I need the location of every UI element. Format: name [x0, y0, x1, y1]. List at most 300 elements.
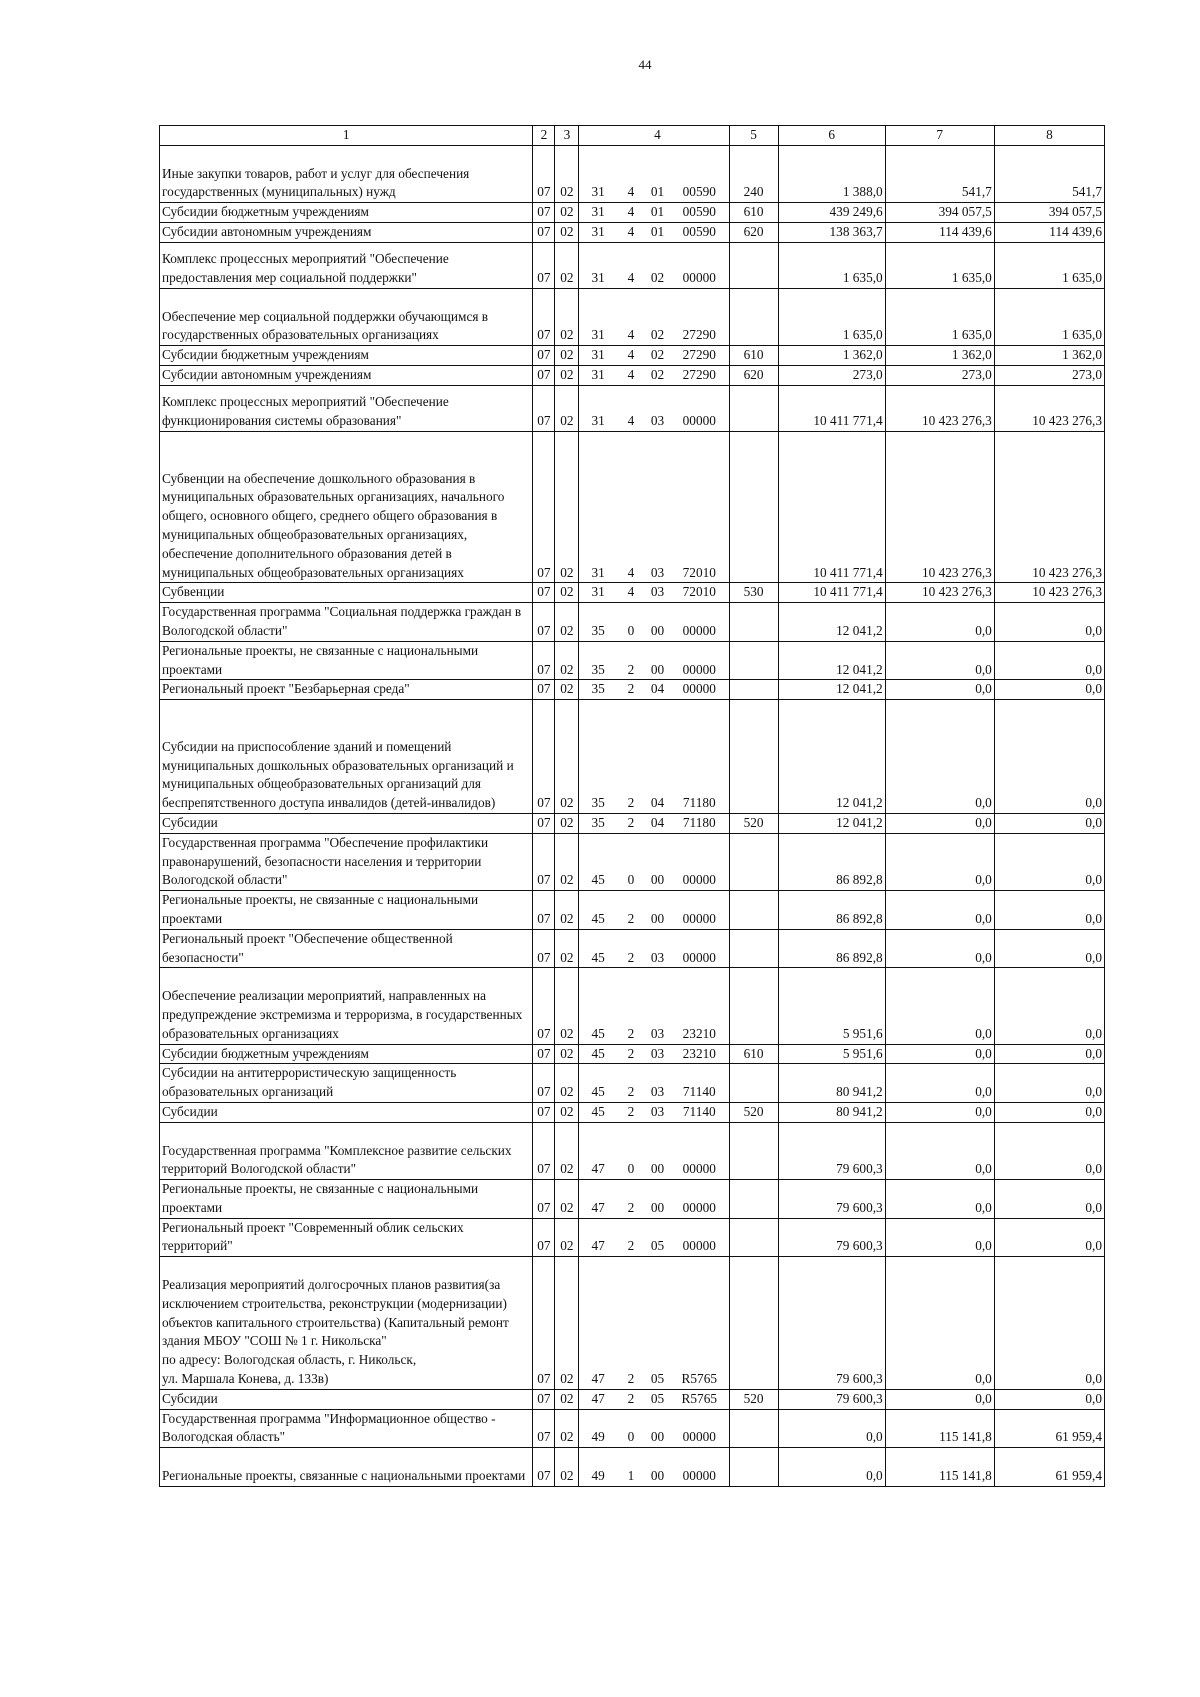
section-code: 07 [533, 583, 555, 603]
subprogram-code: 2 [617, 813, 645, 833]
direction-code: 27290 [670, 366, 729, 386]
subprogram-code: 2 [617, 641, 645, 680]
table-row [160, 641, 1105, 680]
program-code: 45 [579, 891, 617, 930]
header-cell-6: 6 [778, 126, 885, 146]
subprogram-code: 2 [617, 968, 645, 1044]
amount-col-7: 1 362,0 [885, 346, 994, 366]
subprogram-code: 2 [617, 680, 645, 700]
program-code: 31 [579, 385, 617, 431]
subprogram-code: 2 [617, 1218, 645, 1257]
subprogram-code: 2 [617, 1389, 645, 1409]
amount-col-7: 1 635,0 [885, 288, 994, 345]
amount-col-8: 0,0 [994, 833, 1104, 890]
amount-col-6: 10 411 771,4 [778, 385, 885, 431]
subprogram-code: 2 [617, 700, 645, 814]
section-code: 07 [533, 1102, 555, 1122]
direction-code: 23210 [670, 1044, 729, 1064]
direction-code: 00000 [670, 1122, 729, 1179]
row-name: Субсидии бюджетным учреждениям [160, 346, 533, 366]
activity-code: 00 [645, 1122, 670, 1179]
amount-col-8: 10 423 276,3 [994, 583, 1104, 603]
subprogram-code: 2 [617, 1257, 645, 1390]
direction-code: 00000 [670, 603, 729, 642]
amount-col-8: 0,0 [994, 1218, 1104, 1257]
table-row [160, 700, 1105, 814]
section-code: 07 [533, 1180, 555, 1219]
row-name: Государственная программа "Социальная поддержка граждан в Вологодской области" [160, 603, 533, 642]
row-name: Региональный проект "Современный облик сельских территорий" [160, 1218, 533, 1257]
program-code: 31 [579, 145, 617, 202]
table-row [160, 813, 1105, 833]
amount-col-8: 0,0 [994, 929, 1104, 968]
amount-col-6: 5 951,6 [778, 1044, 885, 1064]
section-code: 07 [533, 1257, 555, 1390]
subsection-code: 02 [555, 1389, 579, 1409]
expense-type-code: 520 [729, 1102, 778, 1122]
table-row [160, 1180, 1105, 1219]
header-cell-5: 5 [729, 126, 778, 146]
subprogram-code: 0 [617, 1122, 645, 1179]
subsection-code: 02 [555, 891, 579, 930]
subsection-code: 02 [555, 1409, 579, 1448]
activity-code: 03 [645, 929, 670, 968]
amount-col-6: 1 362,0 [778, 346, 885, 366]
program-code: 31 [579, 366, 617, 386]
amount-col-7: 0,0 [885, 813, 994, 833]
expense-type-code [729, 891, 778, 930]
section-code: 07 [533, 366, 555, 386]
amount-col-8: 0,0 [994, 603, 1104, 642]
amount-col-8: 0,0 [994, 1102, 1104, 1122]
amount-col-7: 0,0 [885, 929, 994, 968]
direction-code: 00000 [670, 1180, 729, 1219]
section-code: 07 [533, 1064, 555, 1103]
table-row [160, 145, 1105, 202]
activity-code: 00 [645, 1448, 670, 1487]
expense-type-code [729, 1218, 778, 1257]
program-code: 47 [579, 1122, 617, 1179]
amount-col-8: 0,0 [994, 1389, 1104, 1409]
expense-type-code [729, 288, 778, 345]
header-cell-3: 3 [555, 126, 579, 146]
row-name: Субсидии автономным учреждениям [160, 222, 533, 242]
table-row [160, 680, 1105, 700]
amount-col-8: 61 959,4 [994, 1448, 1104, 1487]
amount-col-6: 86 892,8 [778, 929, 885, 968]
activity-code: 02 [645, 346, 670, 366]
activity-code: 03 [645, 583, 670, 603]
direction-code: 00000 [670, 891, 729, 930]
amount-col-8: 0,0 [994, 968, 1104, 1044]
amount-col-6: 273,0 [778, 366, 885, 386]
section-code: 07 [533, 288, 555, 345]
direction-code: 00000 [670, 680, 729, 700]
amount-col-7: 273,0 [885, 366, 994, 386]
row-name: Субсидии бюджетным учреждениям [160, 203, 533, 223]
table-row [160, 929, 1105, 968]
row-name: Субвенции [160, 583, 533, 603]
amount-col-7: 0,0 [885, 1257, 994, 1390]
program-code: 31 [579, 346, 617, 366]
activity-code: 00 [645, 1409, 670, 1448]
subprogram-code: 0 [617, 833, 645, 890]
subsection-code: 02 [555, 1448, 579, 1487]
direction-code: 72010 [670, 583, 729, 603]
amount-col-6: 5 951,6 [778, 968, 885, 1044]
amount-col-8: 0,0 [994, 1180, 1104, 1219]
subprogram-code: 2 [617, 1064, 645, 1103]
budget-table [159, 125, 1105, 1487]
activity-code: 05 [645, 1257, 670, 1390]
amount-col-7: 10 423 276,3 [885, 385, 994, 431]
header-cell-7: 7 [885, 126, 994, 146]
expense-type-code [729, 1122, 778, 1179]
row-name: Субсидии на приспособление зданий и помещений муниципальных дошкольных образовательных организаций и муниципальных общеобразовательных организаций для беспрепятственного доступа инвалидов (детей-инвалидов) [160, 700, 533, 814]
section-code: 07 [533, 833, 555, 890]
section-code: 07 [533, 813, 555, 833]
subsection-code: 02 [555, 1257, 579, 1390]
direction-code: 71140 [670, 1102, 729, 1122]
subprogram-code: 4 [617, 431, 645, 582]
row-name: Обеспечение реализации мероприятий, направленных на предупреждение экстремизма и терроризма, в государственных образовательных организациях [160, 968, 533, 1044]
amount-col-7: 394 057,5 [885, 203, 994, 223]
program-code: 35 [579, 641, 617, 680]
amount-col-8: 0,0 [994, 813, 1104, 833]
amount-col-6: 79 600,3 [778, 1218, 885, 1257]
row-name: Субсидии бюджетным учреждениям [160, 1044, 533, 1064]
amount-col-7: 0,0 [885, 700, 994, 814]
table-row [160, 1102, 1105, 1122]
section-code: 07 [533, 1448, 555, 1487]
amount-col-7: 0,0 [885, 968, 994, 1044]
table-row [160, 583, 1105, 603]
subsection-code: 02 [555, 346, 579, 366]
subprogram-code: 2 [617, 891, 645, 930]
expense-type-code [729, 680, 778, 700]
amount-col-7: 10 423 276,3 [885, 431, 994, 582]
subprogram-code: 4 [617, 288, 645, 345]
amount-col-7: 0,0 [885, 680, 994, 700]
row-name: Иные закупки товаров, работ и услуг для обеспечения государственных (муниципальных) нужд [160, 145, 533, 202]
amount-col-7: 0,0 [885, 1180, 994, 1219]
table-row [160, 222, 1105, 242]
row-name: Субсидии [160, 813, 533, 833]
section-code: 07 [533, 203, 555, 223]
program-code: 35 [579, 700, 617, 814]
activity-code: 00 [645, 833, 670, 890]
amount-col-7: 0,0 [885, 641, 994, 680]
table-row [160, 891, 1105, 930]
header-cell-8: 8 [994, 126, 1104, 146]
expense-type-code: 240 [729, 145, 778, 202]
expense-type-code [729, 431, 778, 582]
program-code: 45 [579, 929, 617, 968]
subprogram-code: 0 [617, 603, 645, 642]
program-code: 47 [579, 1218, 617, 1257]
amount-col-6: 138 363,7 [778, 222, 885, 242]
subprogram-code: 4 [617, 583, 645, 603]
direction-code: 00000 [670, 385, 729, 431]
activity-code: 02 [645, 366, 670, 386]
subsection-code: 02 [555, 700, 579, 814]
activity-code: 03 [645, 431, 670, 582]
section-code: 07 [533, 929, 555, 968]
activity-code: 00 [645, 891, 670, 930]
expense-type-code [729, 242, 778, 288]
amount-col-7: 0,0 [885, 891, 994, 930]
row-name: Государственная программа "Комплексное развитие сельских территорий Вологодской области" [160, 1122, 533, 1179]
amount-col-6: 86 892,8 [778, 833, 885, 890]
direction-code: 00000 [670, 929, 729, 968]
activity-code: 01 [645, 222, 670, 242]
row-name: Обеспечение мер социальной поддержки обучающимся в государственных образовательных организациях [160, 288, 533, 345]
table-row [160, 385, 1105, 431]
amount-col-7: 1 635,0 [885, 242, 994, 288]
section-code: 07 [533, 1122, 555, 1179]
activity-code: 03 [645, 968, 670, 1044]
expense-type-code: 610 [729, 203, 778, 223]
program-code: 47 [579, 1257, 617, 1390]
direction-code: 00000 [670, 242, 729, 288]
row-name: Региональные проекты, не связанные с национальными проектами [160, 1180, 533, 1219]
section-code: 07 [533, 346, 555, 366]
expense-type-code [729, 833, 778, 890]
amount-col-6: 79 600,3 [778, 1122, 885, 1179]
expense-type-code: 520 [729, 1389, 778, 1409]
program-code: 35 [579, 680, 617, 700]
amount-col-6: 12 041,2 [778, 813, 885, 833]
amount-col-6: 0,0 [778, 1448, 885, 1487]
row-name: Субсидии на антитеррористическую защищенность образовательных организаций [160, 1064, 533, 1103]
page-number: 44 [638, 57, 652, 72]
subprogram-code: 4 [617, 222, 645, 242]
subprogram-code: 1 [617, 1448, 645, 1487]
amount-col-8: 61 959,4 [994, 1409, 1104, 1448]
table-row [160, 1122, 1105, 1179]
amount-col-6: 12 041,2 [778, 641, 885, 680]
section-code: 07 [533, 222, 555, 242]
amount-col-6: 12 041,2 [778, 603, 885, 642]
row-name: Комплекс процессных мероприятий "Обеспечение предоставления мер социальной поддержки" [160, 242, 533, 288]
amount-col-8: 1 635,0 [994, 242, 1104, 288]
amount-col-7: 0,0 [885, 1102, 994, 1122]
row-name: Субсидии автономным учреждениям [160, 366, 533, 386]
subsection-code: 02 [555, 1122, 579, 1179]
section-code: 07 [533, 603, 555, 642]
activity-code: 03 [645, 385, 670, 431]
amount-col-8: 0,0 [994, 1122, 1104, 1179]
subprogram-code: 0 [617, 1409, 645, 1448]
subprogram-code: 2 [617, 929, 645, 968]
table-row [160, 366, 1105, 386]
subsection-code: 02 [555, 145, 579, 202]
amount-col-7: 10 423 276,3 [885, 583, 994, 603]
activity-code: 00 [645, 603, 670, 642]
subprogram-code: 4 [617, 145, 645, 202]
table-body [160, 145, 1105, 1486]
amount-col-6: 1 635,0 [778, 288, 885, 345]
section-code: 07 [533, 1218, 555, 1257]
amount-col-6: 86 892,8 [778, 891, 885, 930]
table-row [160, 288, 1105, 345]
subsection-code: 02 [555, 366, 579, 386]
section-code: 07 [533, 431, 555, 582]
subsection-code: 02 [555, 431, 579, 582]
direction-code: 00590 [670, 145, 729, 202]
expense-type-code [729, 700, 778, 814]
section-code: 07 [533, 1389, 555, 1409]
row-name: Государственная программа "Обеспечение профилактики правонарушений, безопасности населения и территории Вологодской области" [160, 833, 533, 890]
row-name: Региональный проект "Безбарьерная среда" [160, 680, 533, 700]
section-code: 07 [533, 385, 555, 431]
expense-type-code: 620 [729, 222, 778, 242]
activity-code: 05 [645, 1218, 670, 1257]
row-name: Субсидии [160, 1389, 533, 1409]
table-row [160, 1218, 1105, 1257]
expense-type-code: 520 [729, 813, 778, 833]
table-row [160, 1389, 1105, 1409]
section-code: 07 [533, 968, 555, 1044]
expense-type-code: 620 [729, 366, 778, 386]
activity-code: 05 [645, 1389, 670, 1409]
amount-col-6: 79 600,3 [778, 1257, 885, 1390]
activity-code: 00 [645, 1180, 670, 1219]
amount-col-7: 0,0 [885, 1122, 994, 1179]
expense-type-code [729, 1180, 778, 1219]
amount-col-6: 80 941,2 [778, 1064, 885, 1103]
subsection-code: 02 [555, 385, 579, 431]
amount-col-8: 114 439,6 [994, 222, 1104, 242]
section-code: 07 [533, 891, 555, 930]
row-name: Региональный проект "Обеспечение общественной безопасности" [160, 929, 533, 968]
activity-code: 02 [645, 288, 670, 345]
subsection-code: 02 [555, 968, 579, 1044]
expense-type-code [729, 968, 778, 1044]
direction-code: 00000 [670, 1448, 729, 1487]
expense-type-code [729, 929, 778, 968]
section-code: 07 [533, 1409, 555, 1448]
table-row [160, 1257, 1105, 1390]
amount-col-7: 115 141,8 [885, 1448, 994, 1487]
row-name: Субвенции на обеспечение дошкольного образования в муниципальных образовательных организациях, начального общего, основного общего, среднего общего образования в муниципальных общеобразовательных организациях, обеспечение дополнительного образования детей в муниципальных общеобразовательных организациях [160, 431, 533, 582]
subsection-code: 02 [555, 813, 579, 833]
row-name: Региональные проекты, связанные с национальными проектами [160, 1448, 533, 1487]
table-row [160, 242, 1105, 288]
amount-col-7: 0,0 [885, 603, 994, 642]
amount-col-6: 79 600,3 [778, 1180, 885, 1219]
amount-col-6: 10 411 771,4 [778, 431, 885, 582]
program-code: 45 [579, 1102, 617, 1122]
subsection-code: 02 [555, 583, 579, 603]
expense-type-code [729, 1064, 778, 1103]
table-header-row [160, 126, 1105, 146]
subprogram-code: 4 [617, 242, 645, 288]
table-row [160, 203, 1105, 223]
header-cell-1: 1 [160, 126, 533, 146]
amount-col-7: 0,0 [885, 1218, 994, 1257]
direction-code: R5765 [670, 1257, 729, 1390]
amount-col-8: 0,0 [994, 891, 1104, 930]
amount-col-6: 0,0 [778, 1409, 885, 1448]
subsection-code: 02 [555, 1064, 579, 1103]
program-code: 31 [579, 431, 617, 582]
subsection-code: 02 [555, 203, 579, 223]
amount-col-8: 0,0 [994, 1257, 1104, 1390]
direction-code: 72010 [670, 431, 729, 582]
activity-code: 02 [645, 242, 670, 288]
amount-col-8: 1 635,0 [994, 288, 1104, 345]
program-code: 47 [579, 1180, 617, 1219]
amount-col-7: 115 141,8 [885, 1409, 994, 1448]
subprogram-code: 4 [617, 366, 645, 386]
subprogram-code: 2 [617, 1044, 645, 1064]
row-name: Государственная программа "Информационное общество - Вологодская область" [160, 1409, 533, 1448]
section-code: 07 [533, 641, 555, 680]
row-name: Комплекс процессных мероприятий "Обеспечение функционирования системы образования" [160, 385, 533, 431]
direction-code: 71180 [670, 700, 729, 814]
section-code: 07 [533, 1044, 555, 1064]
amount-col-8: 0,0 [994, 1044, 1104, 1064]
program-code: 45 [579, 1044, 617, 1064]
direction-code: 00590 [670, 222, 729, 242]
section-code: 07 [533, 145, 555, 202]
amount-col-6: 80 941,2 [778, 1102, 885, 1122]
section-code: 07 [533, 680, 555, 700]
activity-code: 01 [645, 203, 670, 223]
expense-type-code [729, 1257, 778, 1390]
program-code: 49 [579, 1448, 617, 1487]
amount-col-6: 439 249,6 [778, 203, 885, 223]
subsection-code: 02 [555, 222, 579, 242]
direction-code: 00000 [670, 833, 729, 890]
program-code: 35 [579, 603, 617, 642]
expense-type-code [729, 641, 778, 680]
expense-type-code [729, 1409, 778, 1448]
program-code: 31 [579, 242, 617, 288]
amount-col-6: 1 388,0 [778, 145, 885, 202]
amount-col-8: 0,0 [994, 700, 1104, 814]
subsection-code: 02 [555, 242, 579, 288]
subprogram-code: 4 [617, 346, 645, 366]
amount-col-8: 273,0 [994, 366, 1104, 386]
program-code: 31 [579, 583, 617, 603]
amount-col-7: 114 439,6 [885, 222, 994, 242]
amount-col-8: 0,0 [994, 680, 1104, 700]
program-code: 45 [579, 833, 617, 890]
direction-code: 00000 [670, 1218, 729, 1257]
row-name: Региональные проекты, не связанные с национальными проектами [160, 641, 533, 680]
amount-col-8: 541,7 [994, 145, 1104, 202]
activity-code: 03 [645, 1102, 670, 1122]
table-row [160, 431, 1105, 582]
header-cell-2: 2 [533, 126, 555, 146]
amount-col-7: 0,0 [885, 1044, 994, 1064]
amount-col-6: 1 635,0 [778, 242, 885, 288]
expense-type-code: 610 [729, 346, 778, 366]
amount-col-8: 10 423 276,3 [994, 431, 1104, 582]
program-code: 45 [579, 968, 617, 1044]
subprogram-code: 2 [617, 1102, 645, 1122]
program-code: 31 [579, 222, 617, 242]
row-name: Субсидии [160, 1102, 533, 1122]
program-code: 31 [579, 288, 617, 345]
activity-code: 00 [645, 641, 670, 680]
table-row [160, 1409, 1105, 1448]
subsection-code: 02 [555, 929, 579, 968]
direction-code: 00000 [670, 641, 729, 680]
activity-code: 04 [645, 813, 670, 833]
